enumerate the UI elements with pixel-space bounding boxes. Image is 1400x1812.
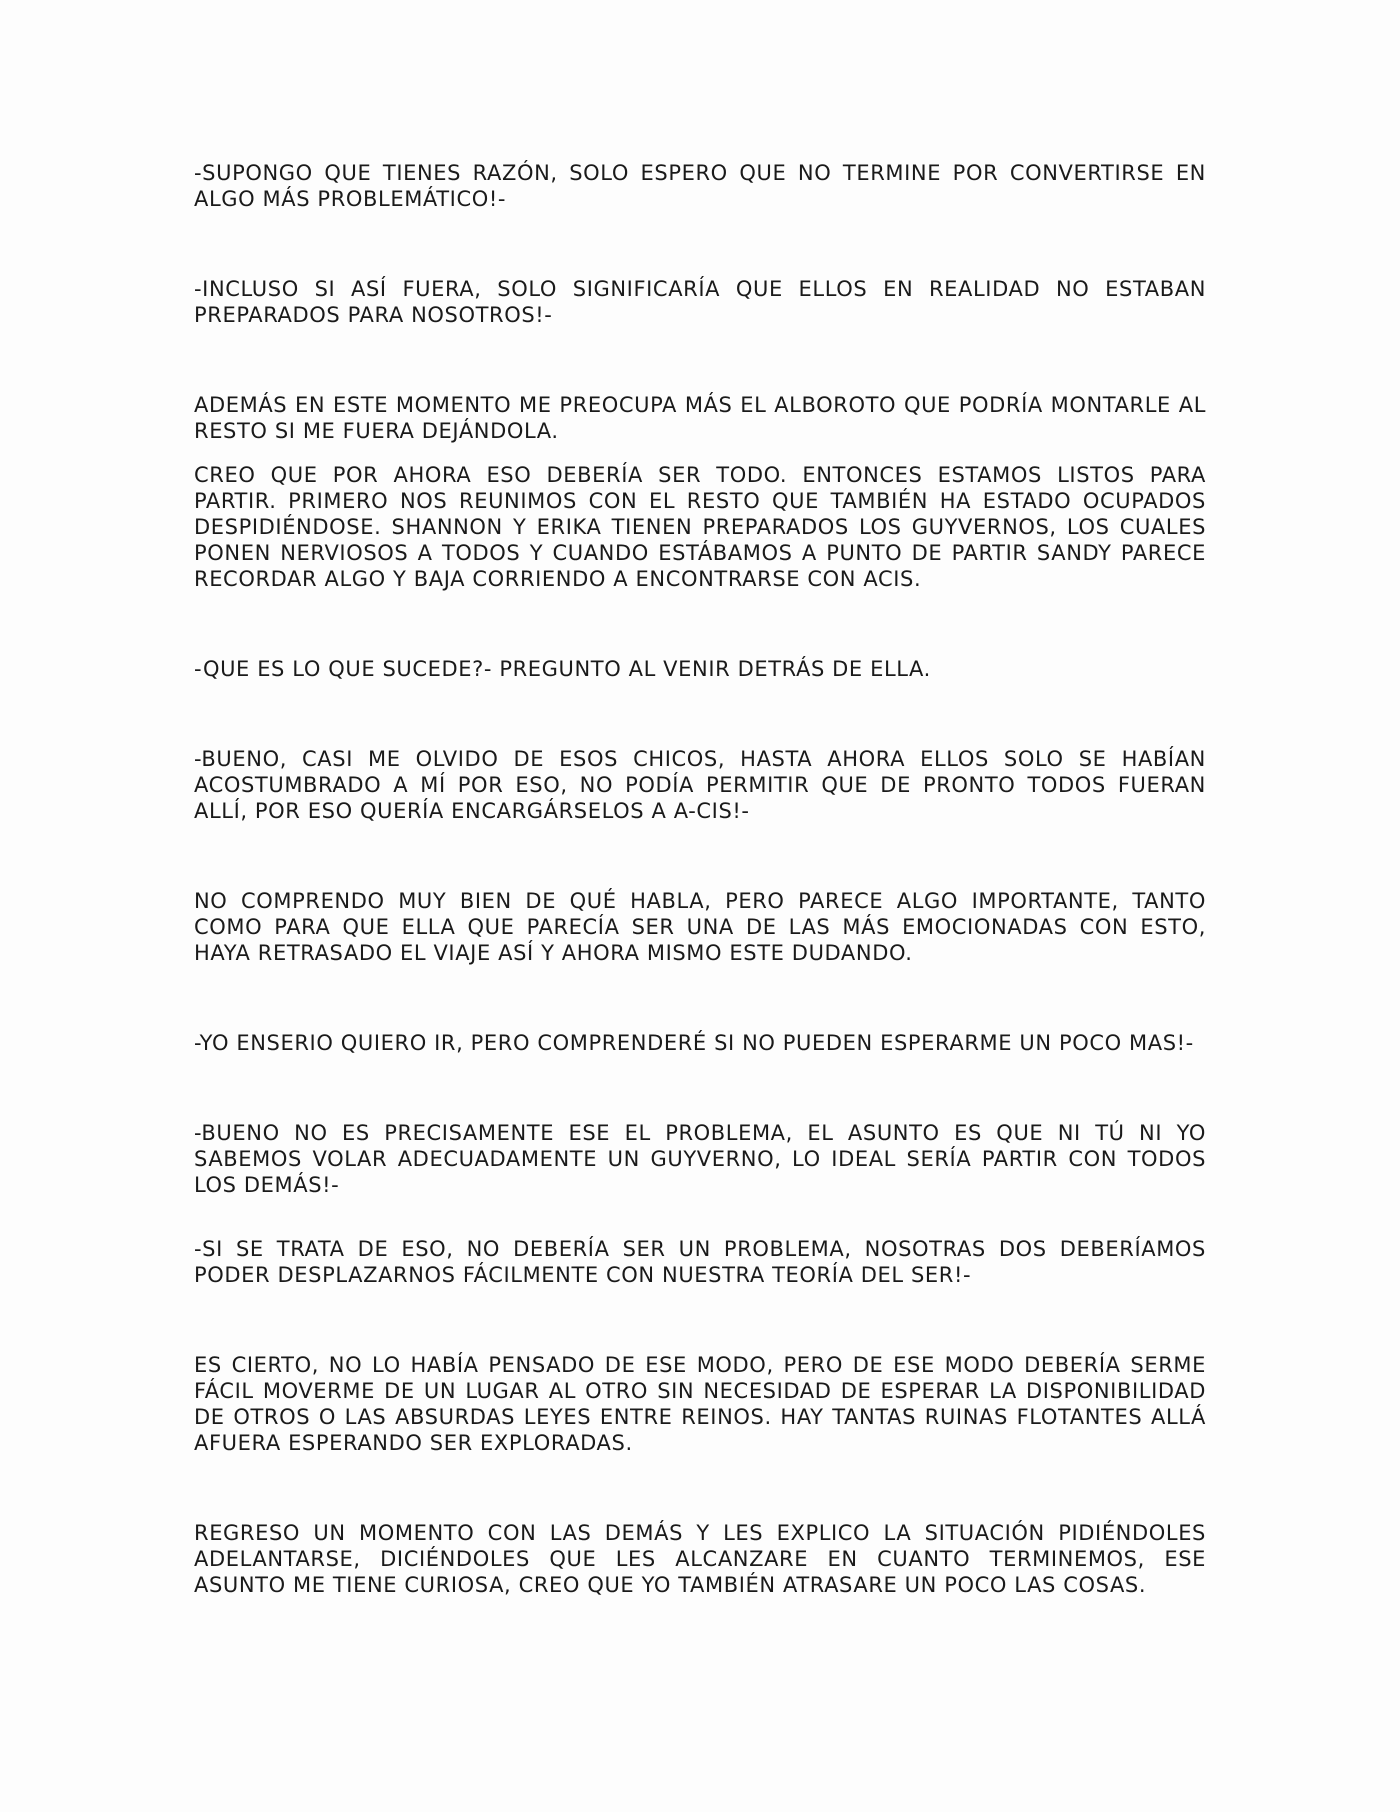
paragraph: -BUENO, CASI ME OLVIDO DE ESOS CHICOS, HASTA AHORA ELLOS SOLO SE HABÍAN ACOSTUMBRADO A MÍ POR ESO, NO PODÍA PERMITIR QUE DE PRONTO TODOS FUERAN ALLÍ, POR ESO QUERÍA ENCARGÁRSELOS A A-CIS!- [194, 747, 1206, 823]
paragraph: -SI SE TRATA DE ESO, NO DEBERÍA SER UN PROBLEMA, NOSOTRAS DOS DEBERÍAMOS PODER DESPLAZARNOS FÁCILMENTE CON NUESTRA TEORÍA DEL SER!- [194, 1237, 1206, 1287]
paragraph: -INCLUSO SI ASÍ FUERA, SOLO SIGNIFICARÍA QUE ELLOS EN REALIDAD NO ESTABAN PREPARADOS PARA NOSOTROS!- [194, 277, 1206, 327]
paragraph: -YO ENSERIO QUIERO IR, PERO COMPRENDERÉ SI NO PUEDEN ESPERARME UN POCO MAS!- [194, 1031, 1194, 1055]
paragraph: ADEMÁS EN ESTE MOMENTO ME PREOCUPA MÁS EL ALBOROTO QUE PODRÍA MONTARLE AL RESTO SI ME FUERA DEJÁNDOLA. [194, 393, 1206, 443]
paragraph: ES CIERTO, NO LO HABÍA PENSADO DE ESE MODO, PERO DE ESE MODO DEBERÍA SERME FÁCIL MOVERME DE UN LUGAR AL OTRO SIN NECESIDAD DE ESPERAR LA DISPONIBILIDAD DE OTROS O LAS ABSURDAS LEYES ENTRE REINOS. HAY TANTAS RUINAS FLOTANTES ALLÁ AFUERA ESPERANDO SER EXPLORADAS. [194, 1353, 1206, 1455]
paragraph: -BUENO NO ES PRECISAMENTE ESE EL PROBLEMA, EL ASUNTO ES QUE NI TÚ NI YO SABEMOS VOLAR ADECUADAMENTE UN GUYVERNO, LO IDEAL SERÍA PARTIR CON TODOS LOS DEMÁS!- [194, 1121, 1206, 1197]
paragraph: NO COMPRENDO MUY BIEN DE QUÉ HABLA, PERO PARECE ALGO IMPORTANTE, TANTO COMO PARA QUE ELLA QUE PARECÍA SER UNA DE LAS MÁS EMOCIONADAS CON ESTO, HAYA RETRASADO EL VIAJE ASÍ Y AHORA MISMO ESTE DUDANDO. [194, 889, 1206, 965]
paragraph: -QUE ES LO QUE SUCEDE?- PREGUNTO AL VENIR DETRÁS DE ELLA. [194, 657, 931, 681]
paragraph: CREO QUE POR AHORA ESO DEBERÍA SER TODO. ENTONCES ESTAMOS LISTOS PARA PARTIR. PRIMERO NOS REUNIMOS CON EL RESTO QUE TAMBIÉN HA ESTADO OCUPADOS DESPIDIÉNDOSE. SHANNON Y ERIKA TIENEN PREPARADOS LOS GUYVERNOS, LOS CUALES PONEN NERVIOSOS A TODOS Y CUANDO ESTÁBAMOS A PUNTO DE PARTIR SANDY PARECE RECORDAR ALGO Y BAJA CORRIENDO A ENCONTRARSE CON ACIS. [194, 463, 1206, 591]
paragraph: REGRESO UN MOMENTO CON LAS DEMÁS Y LES EXPLICO LA SITUACIÓN PIDIÉNDOLES ADELANTARSE, DICIÉNDOLES QUE LES ALCANZARE EN CUANTO TERMINEMOS, ESE ASUNTO ME TIENE CURIOSA, CREO QUE YO TAMBIÉN ATRASARE UN POCO LAS COSAS. [194, 1521, 1206, 1597]
paragraph: -SUPONGO QUE TIENES RAZÓN, SOLO ESPERO QUE NO TERMINE POR CONVERTIRSE EN ALGO MÁS PROBLEMÁTICO!- [194, 161, 1206, 211]
